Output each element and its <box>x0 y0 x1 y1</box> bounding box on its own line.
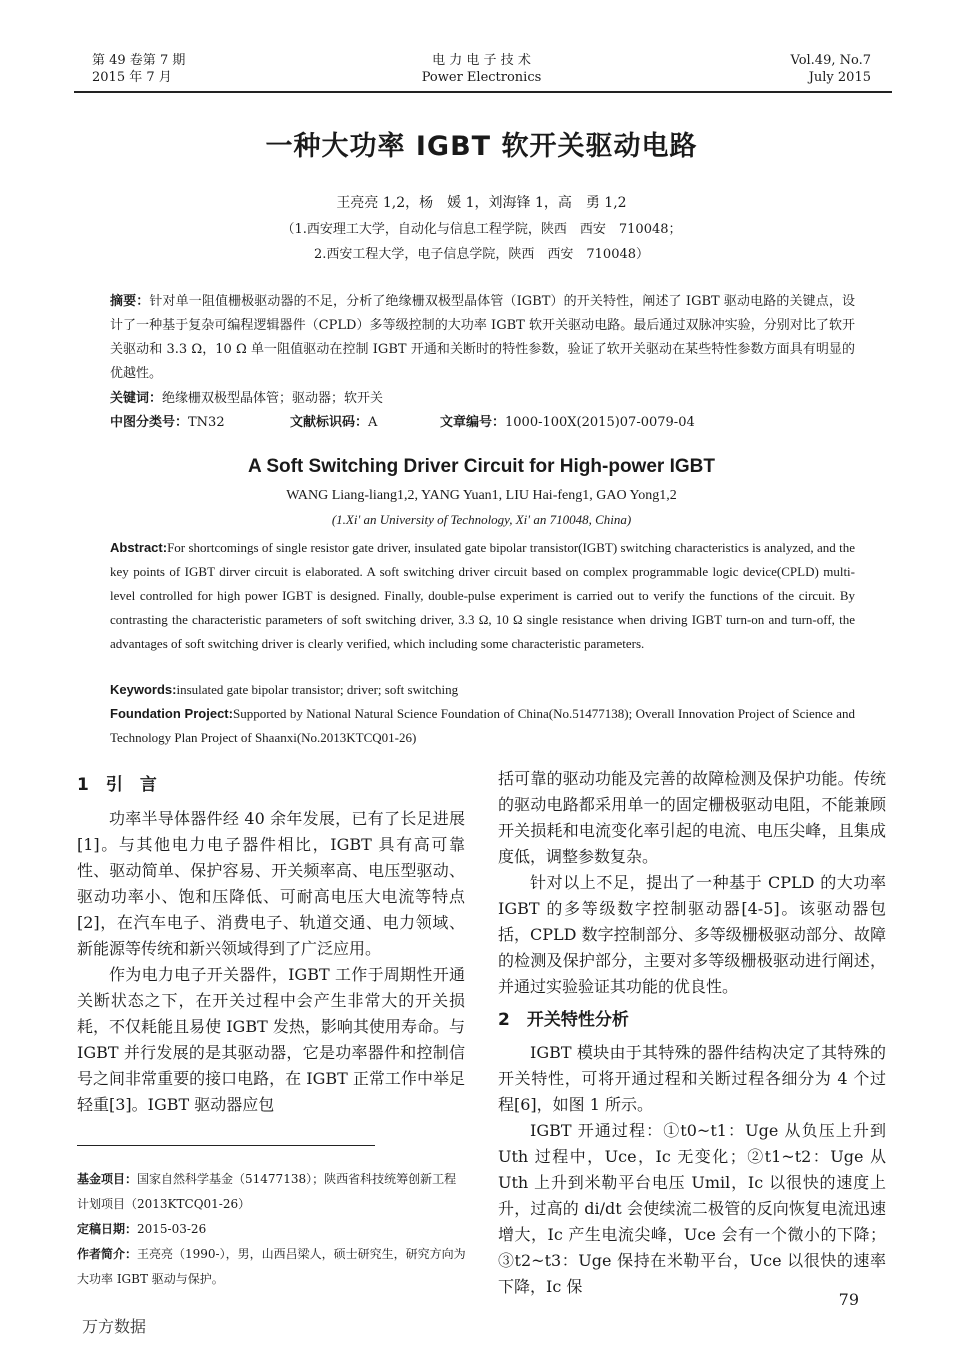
keywords-zh-text: 绝缘栅双极型晶体管；驱动器；软开关 <box>162 391 384 406</box>
english-title: A Soft Switching Driver Circuit for High-power IGBT <box>248 456 715 477</box>
section-heading-introduction: 1 引 言 <box>77 775 157 795</box>
english-authors: WANG Liang-liang1,2, YANG Yuan1, LIU Hai-feng1, GAO Yong1,2 <box>286 488 677 503</box>
body-paragraph: 功率半导体器件经 40 余年发展，已有了长足进展[1]。与其他电力电子器件相比，IGBT 具有高可靠性、驱动简单、保护容易、开关频率高、电压型驱动、驱动功率小、饱和压降低、可耐高电压大电流等特点[2]，在汽车电子、消费电子、轨道交通、电力领域、新能源等传统和新兴领域得到了广泛应用。 <box>77 809 465 958</box>
article-number: 文章编号：1000-100X(2015)07-0079-04 <box>440 415 695 430</box>
header-rule <box>74 91 892 93</box>
clc-number: 中图分类号：TN32 <box>110 415 225 430</box>
affiliation-1: （1.西安理工大学，自动化与信息工程学院，陕西 西安 710048； <box>281 222 682 237</box>
abstract-zh-text: 针对单一阻值栅极驱动器的不足，分析了绝缘栅双极型晶体管（IGBT）的开关特性，阐述了 IGBT 驱动电路的关键点，设计了一种基于复杂可编程逻辑器件（CPLD）多等级控制的大功率 IGBT 软开关驱动电路。最后通过双脉冲实验，分别对比了软开关驱动和 3.3 Ω，10 Ω 单一阻值驱动在控制 IGBT 开通和关断时的特性参数，验证了软开关驱动在某些特性参数方面具有明显的优越性。 <box>110 294 855 381</box>
footnote-fund: 基金项目：国家自然科学基金（51477138）；陕西省科技统筹创新工程计划项目（2013KTCQ01-26） <box>77 1172 457 1211</box>
keywords-en: Keywords:insulated gate bipolar transistor; driver; soft switching <box>110 682 459 697</box>
watermark: 万方数据 <box>82 1317 147 1336</box>
page-number: 79 <box>838 1290 859 1309</box>
foundation-project-en: Foundation Project:Supported by National Natural Science Foundation of China(No.51477138); Overall Innovation Project of Science and Technology Plan Project of Shaanxi(No.2013KTCQ01-26) <box>110 706 855 745</box>
keywords-zh-label: 关键词： <box>110 391 163 406</box>
body-left-column <box>77 770 465 1118</box>
section-heading-switching: 2 开关特性分析 <box>498 1010 629 1030</box>
footnote-rule <box>77 1145 375 1146</box>
header-volume: Vol.49, No.7 July 2015 <box>790 53 871 85</box>
keywords-zh <box>110 387 383 406</box>
body-paragraph: IGBT 开通过程：①t0~t1：Uge 从负压上升到 Uth 过程中，Uce，Ic 无变化；②t1~t2：Uge 从 Uth 上升到米勒平台电压 Umil，Ic 以很快的速度上升，过高的 di/dt 会使续流二极管的反向恢复电流迅速增大，Ic 产生电流尖峰，Uce 会有一个微小的下降；③t2~t3：Uge 保持在米勒平台，Uce 以很快的速率下降，Ic 保 <box>498 1121 886 1296</box>
paper-title: 一种大功率 IGBT 软开关驱动电路 <box>265 131 698 162</box>
affiliation-2: 2.西安工程大学，电子信息学院，陕西 西安 710048） <box>313 247 650 262</box>
footnote-date: 定稿日期：2015-03-26 <box>77 1222 207 1236</box>
abstract-zh <box>110 290 855 386</box>
document-code: 文献标识码：A <box>290 415 378 430</box>
abstract-zh-label: 摘要： <box>110 294 150 309</box>
body-paragraph: 针对以上不足，提出了一种基于 CPLD 的大功率 IGBT 的多等级数字控制驱动器[4-5]。该驱动器包括，CPLD 数字控制部分、多等级栅极驱动部分、故障的检测及保护部分，主要对多等级栅极驱动进行阐述，并通过实验验证其功能的优良性。 <box>498 873 886 996</box>
abstract-en: Abstract:For shortcomings of single resistor gate driver, insulated gate bipolar transistor(IGBT) switching characteristics is analyzed, and the key points of IGBT dirver circuit is elaborated. A soft switching driver circuit based on complex programmable logic device(CPLD) multi-level controlled for high power IGBT is designed. Finally, double-pulse experiment is carried out to verify the functions of the circuit. By contrasting the characteristic parameters of soft switching driver, 3.3 Ω, 10 Ω single resistance when driving IGBT turn-on and turn-off, the advantages of soft switching driver is clearly verified, which including some characteristic parameters. <box>110 540 855 651</box>
header-journal-issue: 第 49 卷第 7 期 2015 年 7 月 <box>92 53 186 85</box>
header-journal-name: 电 力 电 子 技 术 Power Electronics <box>421 53 542 85</box>
author-list: 王亮亮 1,2，杨 媛 1，刘海锋 1，高 勇 1,2 <box>336 195 627 211</box>
body-paragraph: IGBT 模块由于其特殊的器件结构决定了其特殊的开关特性，可将开通过程和关断过程各细分为 4 个过程[6]，如图 1 所示。 <box>498 1043 886 1114</box>
english-affiliation: (1.Xi' an University of Technology, Xi' an 710048, China) <box>331 512 632 527</box>
footnote-author: 作者简介：王亮亮（1990-），男，山西吕梁人，硕士研究生，研究方向为大功率 IGBT 驱动与保护。 <box>77 1247 466 1286</box>
body-right-column <box>498 766 886 1300</box>
body-paragraph: 作为电力电子开关器件，IGBT 工作于周期性开通关断状态之下，在开关过程中会产生非常大的开关损耗，不仅耗能且易使 IGBT 发热，影响其使用寿命。与 IGBT 并行发展的是其驱动器，它是功率器件和控制信号之间非常重要的接口电路，在 IGBT 正常工作中举足轻重[3]。IGBT 驱动器应包 <box>77 965 465 1114</box>
body-paragraph: 括可靠的驱动功能及完善的故障检测及保护功能。传统的驱动电路都采用单一的固定栅极驱动电阻，不能兼顾开关损耗和电流变化率引起的电流、电压尖峰，且集成度低，调整参数复杂。 <box>498 769 886 866</box>
